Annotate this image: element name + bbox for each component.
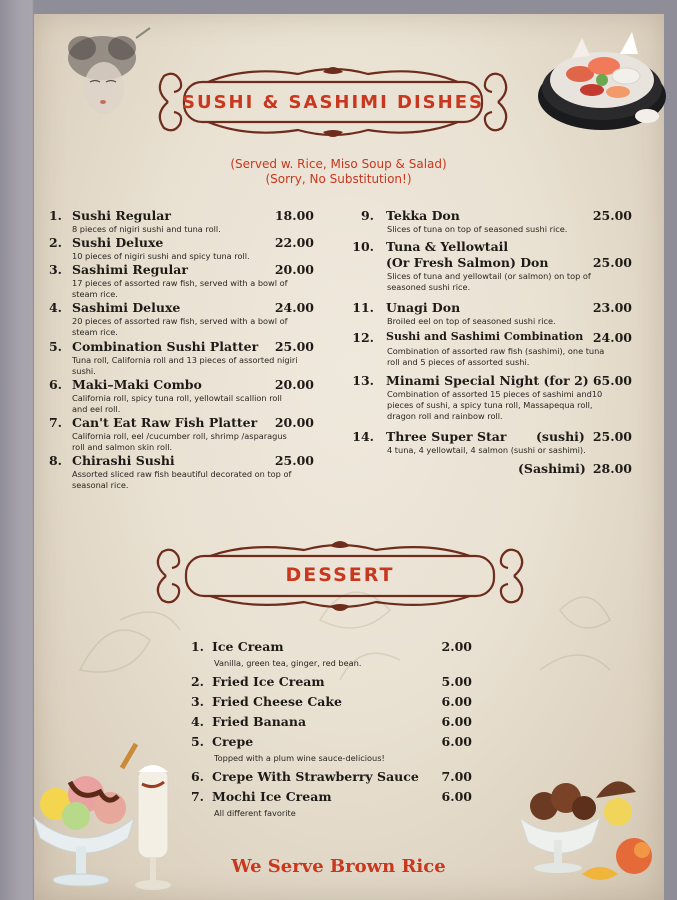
item-description [44, 251, 320, 262]
sashimi-variant-label: (Sashimi) [518, 461, 586, 476]
menu-item [350, 330, 636, 368]
item-price: 7.00 [441, 769, 472, 784]
item-number: 10. [352, 239, 374, 254]
item-number: 5. [190, 734, 204, 749]
desc-line: steam rice. [72, 327, 118, 337]
desc-line: seasonal rice. [72, 480, 129, 490]
item-number: 6. [48, 377, 62, 392]
item-price: 25.00 [274, 453, 314, 468]
item-number: 13. [352, 373, 374, 388]
desc-line: sushi. [72, 366, 96, 376]
item-description [350, 224, 636, 235]
menu-item [44, 235, 320, 262]
item-number: 12. [352, 330, 374, 345]
item-description [350, 346, 636, 368]
dessert-item [186, 674, 476, 690]
item-name: Unagi Don [386, 300, 461, 315]
item-name: Sushi Deluxe [72, 235, 164, 250]
item-description [44, 224, 320, 235]
desc-line: and eel roll. [72, 404, 121, 414]
item-name: Fried Banana [212, 714, 307, 729]
item-price: 6.00 [441, 694, 472, 709]
desc-line: seasoned sushi rice. [387, 282, 471, 292]
item-name: Three Super Star [386, 429, 507, 444]
item-description [350, 445, 636, 456]
sushi-banner [148, 60, 518, 144]
item-description [44, 431, 320, 453]
item-price: 25.00 [592, 208, 632, 223]
item-number: 8. [48, 453, 62, 468]
desc-line: California roll, eel /cucumber roll, shrimp /asparagus [72, 431, 287, 441]
item-name: Fried Cheese Cake [212, 694, 342, 709]
desc-line: 17 pieces of assorted raw fish, served with a bowl of [72, 278, 288, 288]
menu-item [44, 208, 320, 235]
item-number: 3. [190, 694, 204, 709]
item-description: Vanilla, green tea, ginger, red bean. [214, 658, 362, 668]
item-number: 14. [352, 429, 374, 444]
item-number: 1. [190, 639, 204, 654]
item-name: Sushi Regular [72, 208, 171, 223]
item-name: Tuna & Yellowtail [386, 239, 509, 254]
item-number: 11. [352, 300, 374, 315]
item-price: 25.00 [592, 429, 632, 444]
item-price: 6.00 [441, 734, 472, 749]
desc-line: Combination of assorted 15 pieces of sashimi and10 [387, 389, 603, 399]
item-name: Ice Cream [212, 639, 284, 654]
menu-item [44, 300, 320, 338]
item-description [44, 278, 320, 300]
item-description [350, 316, 636, 327]
menu-item [350, 373, 636, 422]
item-number: 3. [48, 262, 62, 277]
menu-item [44, 415, 320, 453]
desc-line: roll and 5 pieces of assorted sushi. [387, 357, 530, 367]
item-name: Crepe With Strawberry Sauce [212, 769, 419, 784]
desc-line: Combination of assorted raw fish (sashimi), one tuna [387, 346, 605, 356]
item-price: 24.00 [274, 300, 314, 315]
item-description [44, 469, 320, 491]
item-description [350, 389, 636, 422]
item-name: Crepe [212, 734, 254, 749]
item-name: Maki–Maki Combo [72, 377, 202, 392]
item-description [44, 316, 320, 338]
item-price: 20.00 [274, 415, 314, 430]
item-price: 20.00 [274, 262, 314, 277]
item-price: 24.00 [592, 330, 632, 345]
item-name: Mochi Ice Cream [212, 789, 332, 804]
item-price: 6.00 [441, 789, 472, 804]
item-price: 6.00 [441, 714, 472, 729]
item-price: 22.00 [274, 235, 314, 250]
desc-line: Assorted sliced raw fish beautiful decorated on top of [72, 469, 292, 479]
item-price: 20.00 [274, 377, 314, 392]
item-name-line2: (Or Fresh Salmon) Don [386, 255, 549, 270]
item-price: 5.00 [441, 674, 472, 689]
item-description [44, 355, 320, 377]
dessert-section-title: DESSERT [285, 564, 395, 586]
item-name: Sushi and Sashimi Combination [386, 330, 584, 343]
desc-line: Slices of tuna on top of seasoned sushi rice. [387, 224, 568, 234]
item-number: 2. [190, 674, 204, 689]
item-number: 7. [190, 789, 204, 804]
desc-line: Broiled eel on top of seasoned sushi rice. [387, 316, 556, 326]
sushi-platter-image [532, 18, 672, 136]
item-description [350, 271, 636, 293]
item-name: Fried Ice Cream [212, 674, 325, 689]
desc-line: pieces of sushi, a spicy tuna roll, Massapequa roll, [387, 400, 593, 410]
brown-rice-note: We Serve Brown Rice [231, 856, 446, 877]
dessert-item [186, 789, 476, 819]
menu-item [350, 239, 636, 293]
dessert-item [186, 714, 476, 730]
sushi-section-title: SUSHI & SASHIMI DISHES [182, 92, 484, 113]
item-description: Topped with a plum wine sauce-delicious! [214, 753, 385, 763]
item-number: 4. [48, 300, 62, 315]
menu-item [350, 300, 636, 327]
item-name: Chirashi Sushi [72, 453, 175, 468]
item-name: Minami Special Night (for 2) [386, 373, 589, 388]
menu-item [350, 208, 636, 235]
menu-item [44, 339, 320, 377]
dessert-item [186, 769, 476, 785]
desc-line: Slices of tuna and yellowtail (or salmon) on top of [387, 271, 591, 281]
item-number: 7. [48, 415, 62, 430]
desc-line: 10 pieces of nigiri sushi and spicy tuna roll. [72, 251, 250, 261]
item-number: 6. [190, 769, 204, 784]
menu-item [44, 453, 320, 491]
item-price: 18.00 [274, 208, 314, 223]
no-substitution-note: (Sorry, No Substitution!) [265, 172, 412, 186]
item-price: 2.00 [441, 639, 472, 654]
dessert-banner [146, 536, 534, 614]
item-price: 25.00 [592, 255, 632, 270]
item-price: 25.00 [274, 339, 314, 354]
menu-item [44, 262, 320, 300]
desc-line: 8 pieces of nigiri sushi and tuna roll. [72, 224, 221, 234]
desc-line: 20 pieces of assorted raw fish, served with a bowl of [72, 316, 288, 326]
item-number: 2. [48, 235, 62, 250]
desc-line: steam rice. [72, 289, 118, 299]
item-name: Combination Sushi Platter [72, 339, 259, 354]
item-name: Sashimi Regular [72, 262, 188, 277]
item-price: 23.00 [592, 300, 632, 315]
desc-line: Tuna roll, California roll and 13 pieces of assorted nigiri [72, 355, 298, 365]
item-description [44, 393, 320, 415]
sushi-variant-label: (sushi) [536, 429, 585, 444]
served-with-note: (Served w. Rice, Miso Soup & Salad) [230, 157, 447, 171]
item-number: 9. [360, 208, 374, 223]
desc-line: 4 tuna, 4 yellowtail, 4 salmon (sushi or sashimi). [387, 445, 586, 455]
menu-item [44, 377, 320, 415]
item-number: 4. [190, 714, 204, 729]
item-name: Tekka Don [386, 208, 460, 223]
item-number: 1. [48, 208, 62, 223]
desc-line: dragon roll and rainbow roll. [387, 411, 503, 421]
desc-line: California roll, spicy tuna roll, yellowtail scallion roll [72, 393, 282, 403]
dessert-item [186, 694, 476, 710]
item-description: All different favorite [214, 808, 296, 818]
item-price-sashimi: 28.00 [592, 461, 632, 476]
desc-line: roll and salmon skin roll. [72, 442, 173, 452]
dessert-item [186, 639, 476, 669]
item-price: 65.00 [592, 373, 632, 388]
item-name: Can't Eat Raw Fish Platter [72, 415, 258, 430]
item-number: 5. [48, 339, 62, 354]
menu-item [350, 429, 636, 477]
dessert-item [186, 734, 476, 764]
item-name: Sashimi Deluxe [72, 300, 181, 315]
